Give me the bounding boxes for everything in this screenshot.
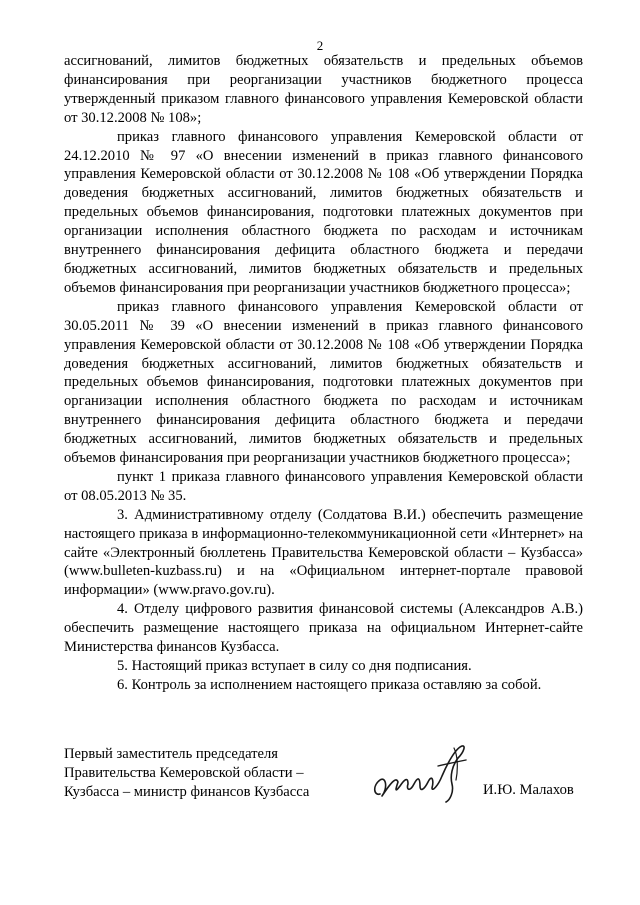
signer-name: И.Ю. Малахов xyxy=(483,782,574,798)
paragraph-item-5: 5. Настоящий приказ вступает в силу со дня подписания. xyxy=(117,658,472,674)
signer-position-line: Кузбасса – министр финансов Кузбасса xyxy=(64,783,310,800)
paragraph-item-4: 4. Отделу цифрового развития финансовой системы (Александров А.В.) обеспечить размещение настоящего приказа на официальном Интернет-сайте Министерства финансов Кузбасса. xyxy=(64,601,583,656)
paragraph-order-2010: приказ главного финансового управления Кемеровской области от 24.12.2010 № 97 «О внесении изменений в приказ главного финансового управления Кемеровской области от 30.12.2008 № 108 «Об утверждении Порядка доведения бюджетных ассигнований, лимитов бюджетных обязательств и предельных объемов финансирования, подготовки платежных документов при организации исполнения областного бюджета по расходам и источникам внутреннего финансирования дефицита областного бюджета и передачи бюджетных ассигнований, лимитов бюджетных обязательств и предельных объемов финансирования при реорганизации участников бюджетного процесса»; xyxy=(64,128,583,296)
paragraph-continuation: ассигнований, лимитов бюджетных обязательств и предельных объемов финансирования при реорганизации участников бюджетного процесса утвержденный приказом главного финансового управления Кемеровской области от 30.12.2008 № 108»; xyxy=(64,53,583,126)
page-number: 2 xyxy=(316,38,324,53)
document-body xyxy=(64,52,583,695)
signer-position xyxy=(64,745,364,802)
paragraph-order-2013: пункт 1 приказа главного финансового управления Кемеровской области от 08.05.2013 № 35. xyxy=(64,468,583,504)
paragraph-item-3: 3. Административному отделу (Солдатова В.И.) обеспечить размещение настоящего приказа в информационно-телекоммуникационной сети «Интернет» на сайте «Электронный бюллетень Правительства Кемеровской области – Кузбасса» (www.bulleten-kuzbass.ru) и на «Официальном интернет-портале правовой информации» (www.pravo.gov.ru). xyxy=(64,506,583,599)
paragraph-order-2011: приказ главного финансового управления Кемеровской области от 30.05.2011 № 39 «О внесении изменений в приказ главного финансового управления Кемеровской области от 30.12.2008 № 108 «Об утверждении Порядка доведения бюджетных ассигнований, лимитов бюджетных обязательств и предельных объемов финансирования, подготовки платежных документов при организации исполнения областного бюджета по расходам и источникам внутреннего финансирования дефицита областного бюджета и передачи бюджетных ассигнований, лимитов бюджетных обязательств и предельных объемов финансирования при реорганизации участников бюджетного процесса»; xyxy=(64,298,583,467)
handwritten-signature-icon xyxy=(366,736,481,810)
paragraph-item-6: 6. Контроль за исполнением настоящего приказа оставляю за собой. xyxy=(117,676,542,693)
signer-position-line: Правительства Кемеровской области – xyxy=(64,764,304,781)
signer-position-line: Первый заместитель председателя xyxy=(64,746,279,762)
